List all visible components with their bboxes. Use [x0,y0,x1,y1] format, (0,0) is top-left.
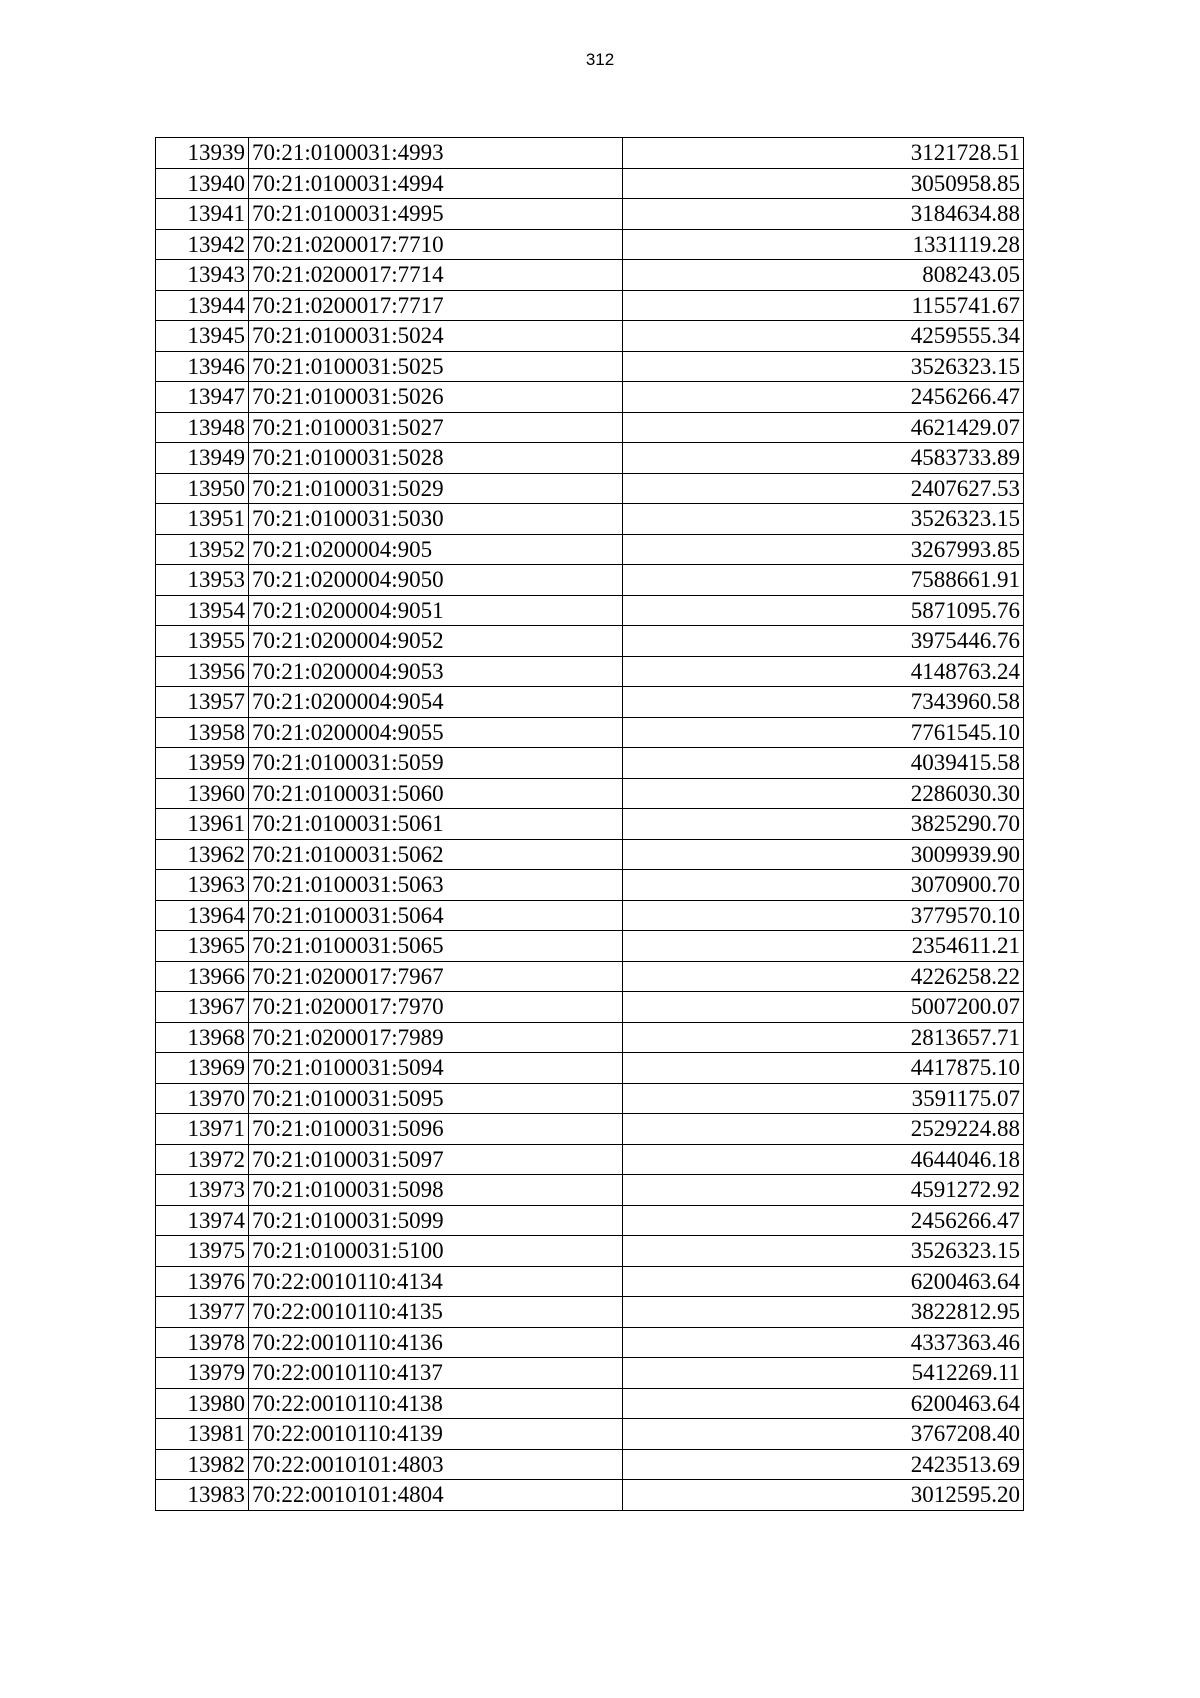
table-row [156,839,1024,870]
row-number-cell: 13978 [156,1327,249,1358]
cadastral-number-cell: 70:21:0200004:9055 [249,717,623,748]
cadastral-value-cell: 2813657.71 [623,1022,1024,1053]
cadastral-number-cell: 70:21:0100031:5099 [249,1205,623,1236]
cadastral-number-cell: 70:22:0010101:4803 [249,1449,623,1480]
table-row [156,565,1024,596]
row-number-cell: 13972 [156,1144,249,1175]
cadastral-number-cell: 70:22:0010101:4804 [249,1480,623,1511]
cadastral-value-table [155,137,1024,1511]
row-number-cell: 13955 [156,626,249,657]
cadastral-number-cell: 70:21:0100031:4995 [249,199,623,230]
cadastral-value-cell: 5871095.76 [623,595,1024,626]
row-number-cell: 13966 [156,961,249,992]
cadastral-number-cell: 70:21:0100031:5060 [249,778,623,809]
cadastral-value-cell: 4148763.24 [623,656,1024,687]
row-number-cell: 13952 [156,534,249,565]
cadastral-value-cell: 4337363.46 [623,1327,1024,1358]
cadastral-number-cell: 70:22:0010110:4135 [249,1297,623,1328]
cadastral-number-cell: 70:21:0100031:5095 [249,1083,623,1114]
row-number-cell: 13963 [156,870,249,901]
row-number-cell: 13958 [156,717,249,748]
table-row [156,1266,1024,1297]
row-number-cell: 13946 [156,351,249,382]
cadastral-value-cell: 4644046.18 [623,1144,1024,1175]
row-number-cell: 13975 [156,1236,249,1267]
row-number-cell: 13960 [156,778,249,809]
cadastral-number-cell: 70:21:0100031:5030 [249,504,623,535]
cadastral-value-cell: 4621429.07 [623,412,1024,443]
cadastral-value-cell: 5007200.07 [623,992,1024,1023]
table-row [156,1297,1024,1328]
cadastral-value-cell: 3526323.15 [623,1236,1024,1267]
cadastral-value-cell: 2423513.69 [623,1449,1024,1480]
row-number-cell: 13971 [156,1114,249,1145]
row-number-cell: 13941 [156,199,249,230]
cadastral-number-cell: 70:22:0010110:4134 [249,1266,623,1297]
cadastral-value-cell: 2456266.47 [623,382,1024,413]
row-number-cell: 13939 [156,138,249,169]
cadastral-number-cell: 70:22:0010110:4137 [249,1358,623,1389]
row-number-cell: 13949 [156,443,249,474]
table-row [156,534,1024,565]
cadastral-value-cell: 3975446.76 [623,626,1024,657]
cadastral-value-cell: 7588661.91 [623,565,1024,596]
cadastral-number-cell: 70:21:0200004:9050 [249,565,623,596]
table-row [156,1053,1024,1084]
cadastral-number-cell: 70:21:0100031:5062 [249,839,623,870]
table-row [156,961,1024,992]
cadastral-number-cell: 70:21:0100031:5025 [249,351,623,382]
cadastral-value-cell: 2407627.53 [623,473,1024,504]
cadastral-value-cell: 3070900.70 [623,870,1024,901]
table-row [156,900,1024,931]
cadastral-number-cell: 70:22:0010110:4138 [249,1388,623,1419]
page-number: 312 [585,50,615,69]
row-number-cell: 13950 [156,473,249,504]
cadastral-value-cell: 4039415.58 [623,748,1024,779]
row-number-cell: 13981 [156,1419,249,1450]
table-row [156,1236,1024,1267]
row-number-cell: 13962 [156,839,249,870]
row-number-cell: 13951 [156,504,249,535]
cadastral-value-cell: 3050958.85 [623,168,1024,199]
row-number-cell: 13948 [156,412,249,443]
row-number-cell: 13980 [156,1388,249,1419]
cadastral-value-cell: 2529224.88 [623,1114,1024,1145]
cadastral-value-cell: 3121728.51 [623,138,1024,169]
cadastral-number-cell: 70:21:0100031:5098 [249,1175,623,1206]
cadastral-value-cell: 3267993.85 [623,534,1024,565]
cadastral-value-cell: 3009939.90 [623,839,1024,870]
row-number-cell: 13982 [156,1449,249,1480]
row-number-cell: 13942 [156,229,249,260]
row-number-cell: 13954 [156,595,249,626]
cadastral-value-cell: 3591175.07 [623,1083,1024,1114]
cadastral-number-cell: 70:21:0200004:9054 [249,687,623,718]
table-row [156,321,1024,352]
row-number-cell: 13979 [156,1358,249,1389]
row-number-cell: 13967 [156,992,249,1023]
cadastral-value-cell: 808243.05 [623,260,1024,291]
row-number-cell: 13969 [156,1053,249,1084]
table-row [156,992,1024,1023]
cadastral-number-cell: 70:21:0200017:7970 [249,992,623,1023]
table-row [156,1480,1024,1511]
row-number-cell: 13940 [156,168,249,199]
table-row [156,412,1024,443]
cadastral-number-cell: 70:22:0010110:4136 [249,1327,623,1358]
table-row [156,473,1024,504]
table-row [156,1419,1024,1450]
cadastral-number-cell: 70:21:0100031:4994 [249,168,623,199]
cadastral-number-cell: 70:21:0100031:5096 [249,1114,623,1145]
cadastral-value-cell: 3767208.40 [623,1419,1024,1450]
table-row [156,1205,1024,1236]
table-row [156,351,1024,382]
cadastral-number-cell: 70:21:0100031:5064 [249,900,623,931]
cadastral-value-cell: 1155741.67 [623,290,1024,321]
cadastral-value-cell: 6200463.64 [623,1388,1024,1419]
row-number-cell: 13970 [156,1083,249,1114]
cadastral-value-cell: 5412269.11 [623,1358,1024,1389]
table-row [156,717,1024,748]
row-number-cell: 13977 [156,1297,249,1328]
row-number-cell: 13953 [156,565,249,596]
cadastral-number-cell: 70:21:0200017:7967 [249,961,623,992]
table-row [156,1388,1024,1419]
cadastral-value-cell: 3012595.20 [623,1480,1024,1511]
row-number-cell: 13947 [156,382,249,413]
table-row [156,290,1024,321]
cadastral-value-cell: 4417875.10 [623,1053,1024,1084]
table-row [156,1144,1024,1175]
row-number-cell: 13961 [156,809,249,840]
table-row [156,199,1024,230]
cadastral-value-cell: 2286030.30 [623,778,1024,809]
cadastral-number-cell: 70:21:0100031:5059 [249,748,623,779]
row-number-cell: 13973 [156,1175,249,1206]
cadastral-value-cell: 3184634.88 [623,199,1024,230]
cadastral-value-cell: 6200463.64 [623,1266,1024,1297]
table-row [156,656,1024,687]
cadastral-number-cell: 70:21:0100031:5026 [249,382,623,413]
row-number-cell: 13968 [156,1022,249,1053]
table-row [156,1114,1024,1145]
table-row [156,1022,1024,1053]
cadastral-number-cell: 70:21:0100031:5024 [249,321,623,352]
table-row [156,809,1024,840]
table-row [156,260,1024,291]
table-row [156,1327,1024,1358]
table-row [156,1358,1024,1389]
cadastral-value-cell: 3779570.10 [623,900,1024,931]
table-row [156,687,1024,718]
table-body [156,138,1024,1511]
cadastral-value-cell: 4591272.92 [623,1175,1024,1206]
cadastral-number-cell: 70:21:0100031:5029 [249,473,623,504]
table-row [156,168,1024,199]
cadastral-number-cell: 70:21:0200004:9051 [249,595,623,626]
cadastral-value-cell: 3822812.95 [623,1297,1024,1328]
table-row [156,931,1024,962]
cadastral-value-cell: 7343960.58 [623,687,1024,718]
table-row [156,870,1024,901]
cadastral-number-cell: 70:21:0200017:7989 [249,1022,623,1053]
cadastral-number-cell: 70:21:0100031:4993 [249,138,623,169]
cadastral-number-cell: 70:21:0200004:905 [249,534,623,565]
cadastral-number-cell: 70:21:0200017:7717 [249,290,623,321]
cadastral-number-cell: 70:22:0010110:4139 [249,1419,623,1450]
cadastral-number-cell: 70:21:0100031:5063 [249,870,623,901]
cadastral-number-cell: 70:21:0200004:9053 [249,656,623,687]
row-number-cell: 13964 [156,900,249,931]
row-number-cell: 13976 [156,1266,249,1297]
cadastral-number-cell: 70:21:0100031:5094 [249,1053,623,1084]
table-row [156,595,1024,626]
table-row [156,443,1024,474]
cadastral-number-cell: 70:21:0100031:5061 [249,809,623,840]
cadastral-value-cell: 3526323.15 [623,504,1024,535]
row-number-cell: 13945 [156,321,249,352]
cadastral-number-cell: 70:21:0200004:9052 [249,626,623,657]
cadastral-number-cell: 70:21:0100031:5028 [249,443,623,474]
row-number-cell: 13957 [156,687,249,718]
row-number-cell: 13974 [156,1205,249,1236]
cadastral-value-cell: 2354611.21 [623,931,1024,962]
table-row [156,382,1024,413]
table-row [156,138,1024,169]
cadastral-value-cell: 1331119.28 [623,229,1024,260]
table-row [156,1083,1024,1114]
table-row [156,504,1024,535]
cadastral-number-cell: 70:21:0100031:5065 [249,931,623,962]
cadastral-value-cell: 4259555.34 [623,321,1024,352]
table-row [156,626,1024,657]
table-row [156,778,1024,809]
cadastral-value-cell: 3526323.15 [623,351,1024,382]
table-row [156,748,1024,779]
row-number-cell: 13943 [156,260,249,291]
row-number-cell: 13983 [156,1480,249,1511]
cadastral-number-cell: 70:21:0100031:5097 [249,1144,623,1175]
cadastral-number-cell: 70:21:0100031:5100 [249,1236,623,1267]
cadastral-number-cell: 70:21:0200017:7714 [249,260,623,291]
cadastral-value-cell: 2456266.47 [623,1205,1024,1236]
cadastral-value-cell: 4226258.22 [623,961,1024,992]
cadastral-value-cell: 4583733.89 [623,443,1024,474]
row-number-cell: 13965 [156,931,249,962]
row-number-cell: 13944 [156,290,249,321]
row-number-cell: 13959 [156,748,249,779]
cadastral-value-cell: 7761545.10 [623,717,1024,748]
cadastral-number-cell: 70:21:0100031:5027 [249,412,623,443]
cadastral-number-cell: 70:21:0200017:7710 [249,229,623,260]
table-row [156,229,1024,260]
table-row [156,1449,1024,1480]
table-row [156,1175,1024,1206]
cadastral-value-cell: 3825290.70 [623,809,1024,840]
row-number-cell: 13956 [156,656,249,687]
